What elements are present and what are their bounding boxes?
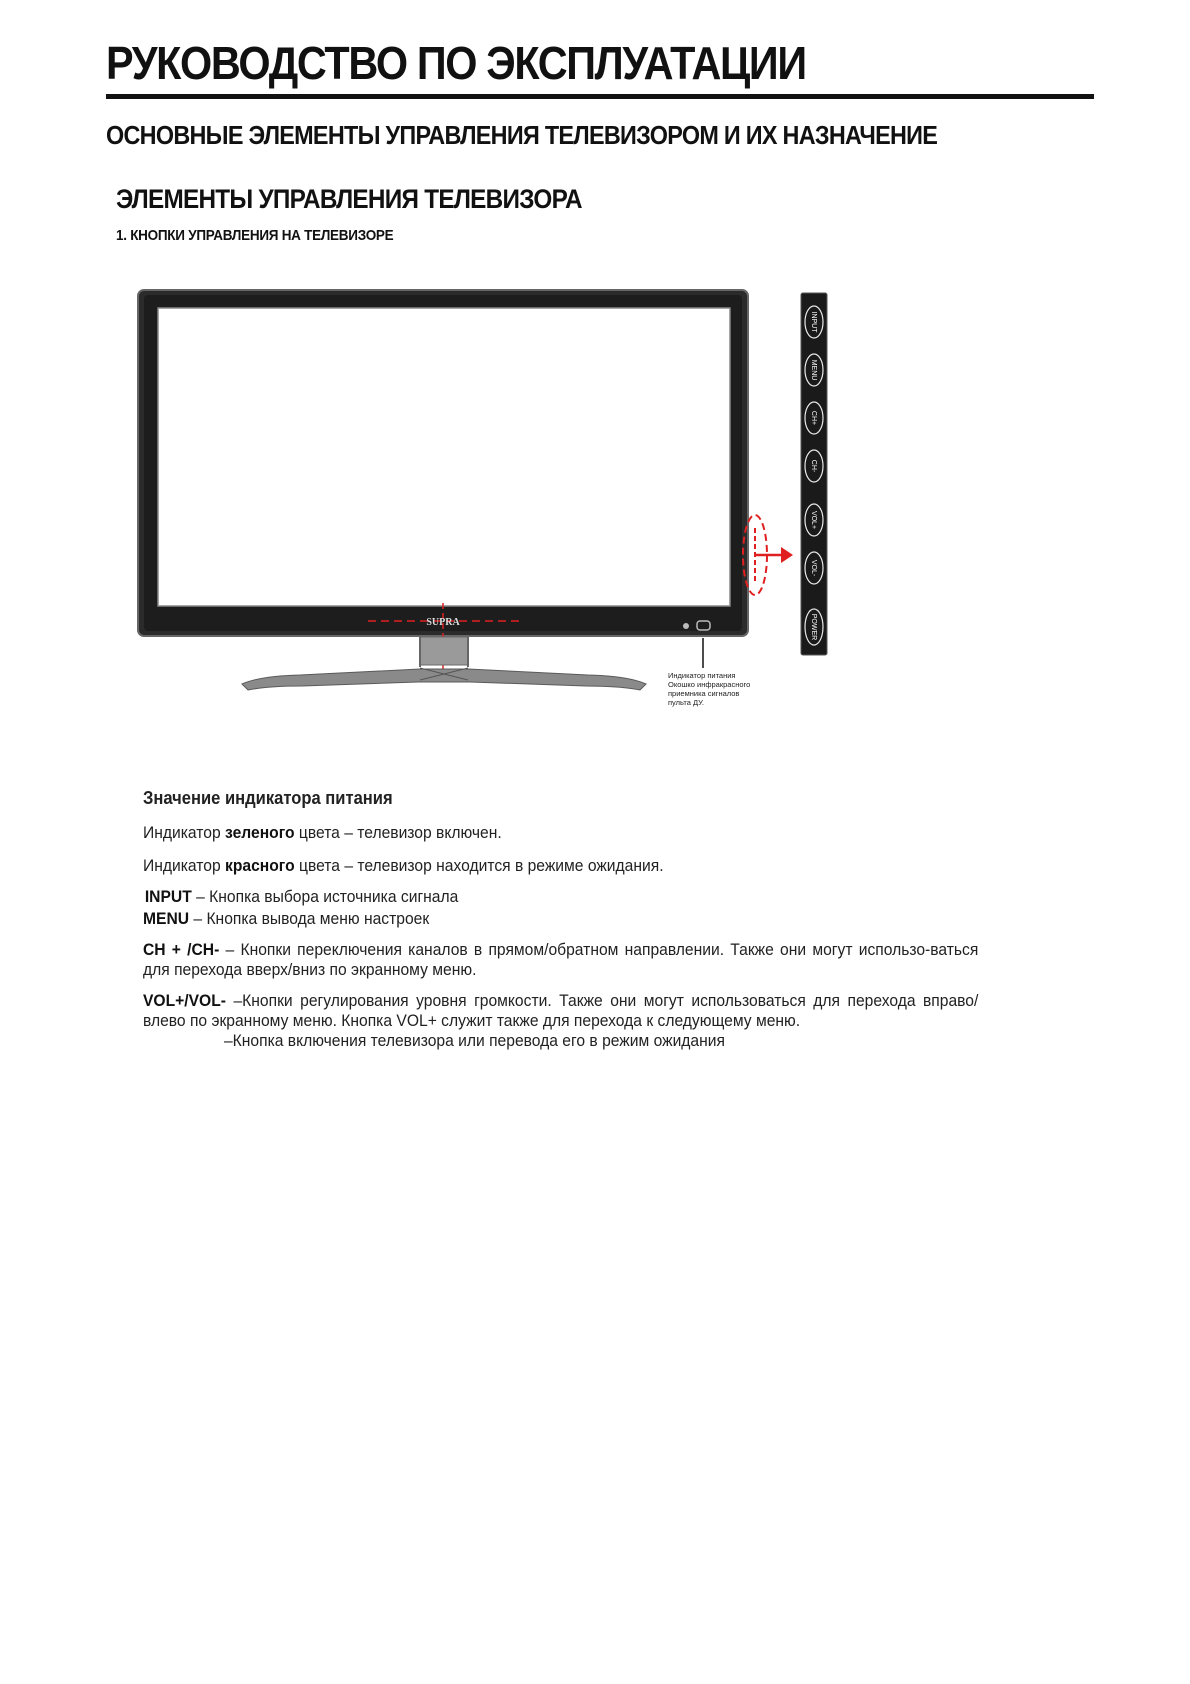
input-label: INPUT (144, 887, 192, 906)
side-button-label: CH- (810, 459, 818, 473)
side-button-label: VOL- (810, 559, 818, 577)
callout-line: Окошко инфракрасного (668, 680, 751, 689)
callout-line: приемника сигналов (668, 689, 740, 698)
side-button-label: CH+ (810, 410, 818, 426)
text-fragment: Индикатор (143, 823, 226, 842)
menu-label: MENU (143, 909, 190, 928)
page-title: РУКОВОДСТВО ПО ЭКСПЛУАТАЦИИ (106, 37, 806, 89)
side-button-panel (801, 293, 827, 655)
text-fragment: цвета – телевизор включен. (294, 823, 502, 842)
side-button-label: POWER (810, 613, 818, 641)
side-button-label: VOL+ (810, 510, 818, 530)
vol-text: –Кнопки регулирования уровня громкости. Также они могут использоваться для перехода вправо/влево по экранному меню. Кнопка VOL+ служит также для перехода к следующему меню. (143, 991, 979, 1030)
page-subtitle: ОСНОВНЫЕ ЭЛЕМЕНТЫ УПРАВЛЕНИЯ ТЕЛЕВИЗОРОМ И ИХ НАЗНАЧЕНИЕ (106, 120, 938, 150)
power-description: –Кнопка включения телевизора или перевода его в режим ожидания (223, 1031, 725, 1050)
green-word: зеленого (225, 823, 295, 842)
power-indicator-led (683, 623, 689, 629)
text-fragment: цвета – телевизор находится в режиме ожидания. (294, 856, 664, 875)
ch-label: CH + /CH- (143, 940, 220, 959)
menu-text: – Кнопка вывода меню настроек (189, 909, 430, 928)
side-button-label: MENU (810, 359, 818, 381)
ch-text: – Кнопки переключения каналов в прямом/обратном направлении. Также они могут использо-ваться для перехода вверх/вниз по экранному меню. (143, 940, 979, 979)
subsection-title: 1. КНОПКИ УПРАВЛЕНИЯ НА ТЕЛЕВИЗОРЕ (116, 227, 394, 244)
callout-line: Индикатор питания (668, 671, 736, 680)
input-description (143, 887, 978, 907)
red-indicator-text (143, 856, 978, 876)
text-fragment: Индикатор (143, 856, 226, 875)
indicator-heading: Значение индикатора питания (143, 788, 393, 808)
ch-description (143, 940, 978, 980)
callout-line: пульта ДУ. (668, 698, 704, 707)
section-title: ЭЛЕМЕНТЫ УПРАВЛЕНИЯ ТЕЛЕВИЗОРА (116, 184, 582, 214)
side-button-label: INPUT (810, 311, 818, 333)
tv-stand (242, 637, 646, 690)
power-indicator-callout (668, 671, 798, 707)
input-text: – Кнопка выбора источника сигнала (191, 887, 459, 906)
vol-label: VOL+/VOL- (143, 991, 227, 1010)
tv-screen (158, 308, 730, 606)
red-word: красного (225, 856, 295, 875)
green-indicator-text (143, 823, 978, 843)
controls-description (143, 788, 978, 1051)
menu-description (143, 909, 978, 929)
tv-brand-logo: SUPRA (426, 617, 460, 628)
tv-illustration (0, 0, 1190, 760)
vol-description (143, 991, 978, 1031)
arrow-right-icon (781, 547, 793, 563)
